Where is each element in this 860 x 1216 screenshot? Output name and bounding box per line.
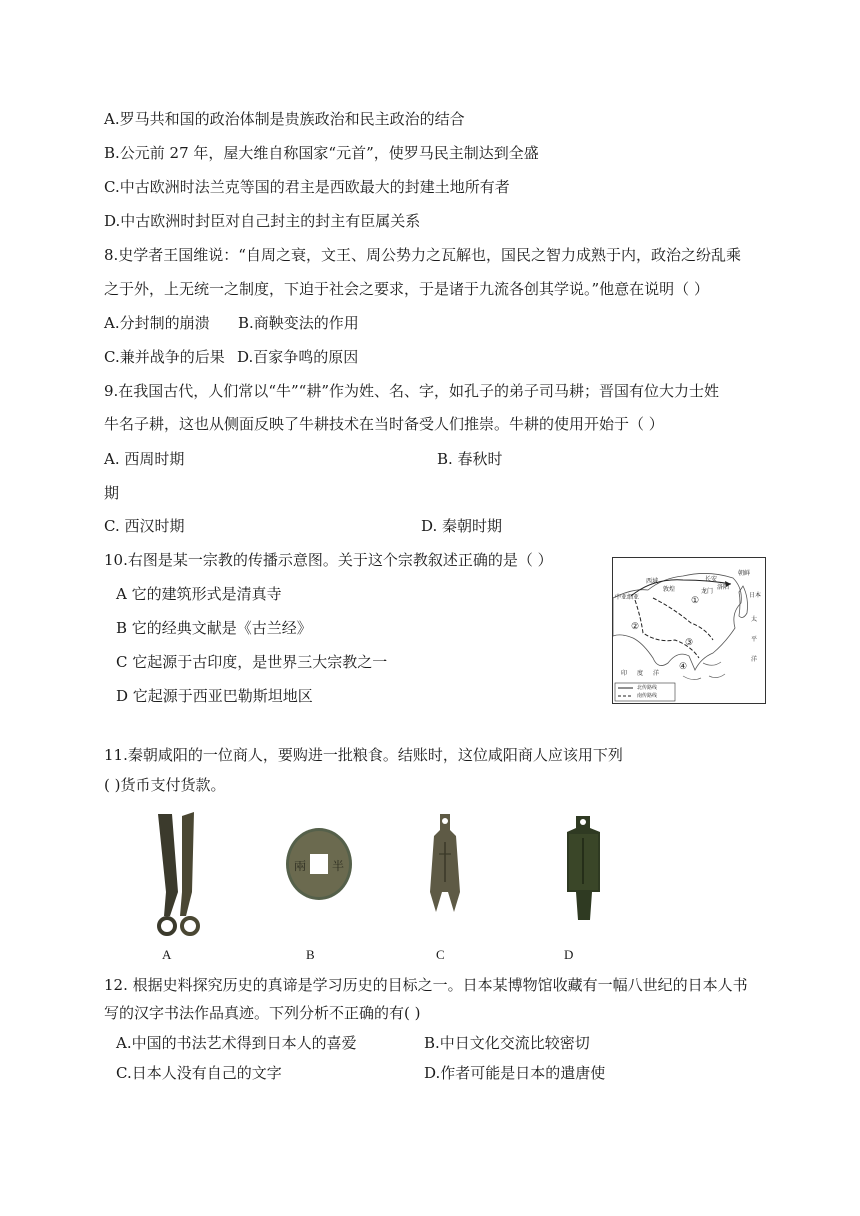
q9-stem-line2: 牛名子耕，这也从侧面反映了牛耕技术在当时备受人们推崇。牛耕的使用开始于（ ） (104, 415, 664, 433)
map-label-central-asia: 中亚细亚 (615, 594, 640, 601)
map-label-yin: 印 (621, 670, 628, 677)
q8-option-d: D.百家争鸣的原因 (237, 348, 359, 366)
banliang-coin-image (284, 820, 354, 910)
q8-stem-line2: 之于外，上无统一之制度，下迫于社会之要求，于是诸于九流各创其学说。”他意在说明（ ） (104, 280, 709, 298)
q9-option-d: D. 秦朝时期 (421, 517, 503, 535)
knife-money-image (150, 812, 210, 942)
q10-stem: 10.右图是某一宗教的传播示意图。关于这个宗教叙述正确的是（ ） (104, 551, 553, 569)
map-label-japan: 日本 (749, 592, 762, 599)
q7-option-b: B.公元前 27 年，屋大维自称国家“元首”，使罗马民主制达到全盛 (104, 144, 539, 162)
map-label-yang: 洋 (751, 656, 758, 663)
map-label-luoyang: 洛阳 (717, 584, 730, 591)
q9-option-a: A. 西周时期 (104, 450, 185, 468)
coin-caption-c: C (436, 947, 445, 962)
q9-option-b-wrap: 期 (104, 484, 120, 502)
q9-stem-line1: 9.在我国古代，人们常以“牛”“耕”作为姓、名、字，如孔子的弟子司马耕；晋国有位大力士姓 (104, 382, 719, 400)
spade-money-image (420, 812, 470, 922)
religion-spread-map (612, 557, 766, 704)
map-legend-south: 南传路线 (637, 693, 658, 699)
q7-option-d: D.中古欧洲时封臣对自己封主的封主有臣属关系 (104, 212, 421, 230)
map-label-yang2: 洋 (653, 670, 660, 677)
q9-option-b: B. 春秋时 (437, 450, 503, 468)
q11-stem-line2: ( )货币支付货款。 (104, 776, 226, 794)
coin-caption-d: D (564, 947, 574, 962)
map-label-chaoxian: 朝鲜 (738, 570, 751, 577)
map-marker-2: ② (631, 622, 640, 632)
map-marker-3: ③ (685, 638, 694, 648)
q10-option-a: A 它的建筑形式是清真寺 (116, 585, 282, 603)
q12-option-c: C.日本人没有自己的文字 (116, 1064, 282, 1082)
square-foot-spade-image (556, 812, 611, 927)
map-label-tai: 太 (751, 616, 758, 623)
svg-text:半: 半 (332, 859, 345, 873)
q10-option-d: D 它起源于西亚巴勒斯坦地区 (116, 687, 313, 705)
q11-stem-line1: 11.秦朝咸阳的一位商人，要购进一批粮食。结账时，这位咸阳商人应该用下列 (104, 746, 623, 764)
map-legend-north: 北传路线 (637, 685, 658, 691)
map-marker-4: ④ (679, 662, 688, 672)
map-marker-1: ① (691, 596, 700, 606)
q12-stem-line1: 12. 根据史料探究历史的真谛是学习历史的目标之一。日本某博物馆收藏有一幅八世纪的日本人书 (104, 976, 748, 994)
coin-caption-b: B (306, 947, 315, 962)
q9-option-c: C. 西汉时期 (104, 517, 185, 535)
q8-option-b: B.商鞅变法的作用 (238, 314, 359, 332)
q8-stem-line1: 8.史学者王国维说：“自周之衰，文王、周公势力之瓦解也，国民之智力成熟于内，政治之纷乱乘 (104, 246, 741, 264)
q7-option-a: A.罗马共和国的政治体制是贵族政治和民主政治的结合 (104, 110, 465, 128)
q10-option-b: B 它的经典文献是《古兰经》 (116, 619, 312, 637)
q8-option-a: A.分封制的崩溃 (104, 314, 210, 332)
q12-option-a: A.中国的书法艺术得到日本人的喜爱 (116, 1034, 357, 1052)
map-label-xiyu: 西域 (646, 578, 659, 585)
q12-stem-line2: 写的汉字书法作品真迹。下列分析不正确的有( ) (104, 1004, 421, 1022)
coin-caption-a: A (162, 947, 172, 962)
q12-option-b: B.中日文化交流比较密切 (424, 1034, 590, 1052)
q10-option-c: C 它起源于古印度，是世界三大宗教之一 (116, 653, 388, 671)
q8-option-c: C.兼并战争的后果 (104, 348, 225, 366)
svg-text:兩: 兩 (294, 859, 307, 873)
q7-option-c: C.中古欧洲时法兰克等国的君主是西欧最大的封建土地所有者 (104, 178, 510, 196)
map-label-du: 度 (637, 670, 644, 677)
map-label-ping: 平 (751, 636, 758, 643)
map-label-dunhuang: 敦煌 (663, 586, 676, 593)
map-label-changan: 长安 (705, 576, 718, 583)
q12-option-d: D.作者可能是日本的遣唐使 (424, 1064, 606, 1082)
map-label-longmen: 龙门 (701, 588, 714, 595)
